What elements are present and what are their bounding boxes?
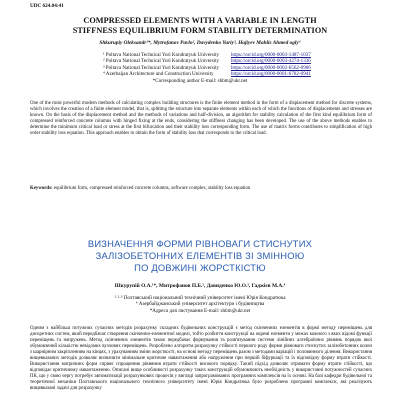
ukrainian-title — [0, 238, 400, 275]
ukrainian-authors: Шкурупій О.А.¹*, Митрофанов П.Б.², Давиденко Ю.О.³, Гаджієв М.А.⁴ — [114, 283, 286, 289]
ukrainian-affiliations — [0, 295, 400, 314]
keywords-text: equilibrium form, compressed reinforced concrete columns, software complex, stability loss equation — [52, 186, 251, 191]
english-title-line: STIFFNESS EQUILIBRIUM FORM STABILITY DETERMINATION — [72, 26, 328, 35]
ukrainian-abstract: Одним з найбільш потужних сучасних методів розрахунку складних будівельних конструкцій є метод скінченних елементів в формі методу переміщень для дискретних систем, який передбачає створення скінченно-елементної моделі, тобто розбиття конструкції на окремі елементи у межах кожного з яких відомі функції переміщень та напружень. Метод скінченних елементів також передбачає формування та розв'язування системи лінійних алгебраїчних рівнянь порядок якої обумовлений кількістю невідомих вузлових переміщень. Розроблено алгоритм розрахунку стійкості першого роду форми рівноваги стиснутих залізобетонних колон з шарнірним закріпленням на кінцях, з урахуванням зміни жорсткості, на основі методу переміщень разом з методами варіацій і половинного ділення. Використання вищевказаних методів дозволяє визначити мінімальне критичне навантаження або напруження при першій біфуркації та їх відповідну форму втрати стійкості. Використання матричних форм сприяє спрощенню рівняння втрати стійкості високого порядку. Такий підхід дозволяє отримати форму втрати стійкості, що відповідає критичному навантаженню. Описані вище особливості розрахунку таких конструкцій обумовлюють необхідність у використанні потужностей сучасних ПК, що у свою чергу потребує автоматизації розрахункових процесів у вигляді запрограмованих програмних комплексів на їх основі. На базі кафедри будівельної та теоретичної механіки Полтавського національного технічного університету імені Юрія Кондратюка було розроблено програмні комплекси, які реалізують вищевказані задачі для розрахунку — [30, 326, 372, 392]
keywords-label: Keywords: — [30, 186, 53, 191]
english-title-line: COMPRESSED ELEMENTS WITH A VARIABLE IN LENGTH — [83, 16, 317, 25]
orcid-link[interactable]: https://orcid.org/0000-0003-1487-1037 — [231, 52, 311, 58]
ukrainian-title-line: ВИЗНАЧЕННЯ ФОРМИ РІВНОВАГИ СТИСНУТИХ — [87, 238, 313, 249]
keywords — [30, 186, 372, 192]
affiliation-label: ² Poltava National Technical Yuri Kondratyuk University — [103, 58, 220, 65]
affiliation-label: ³ Poltava National Technical Yuri Kondratyuk University — [103, 64, 220, 71]
affiliation-label: ⁴ Azerbaijan Architecture and Construction University — [103, 71, 214, 78]
english-abstract: One of the most powerful modern methods of calculating complex building structures is the finite element method in the form of a displacement method for discrete systems, which involves the creation of a finite element model, that is, splitting the structure into separate elements within each of which the functions of displacements and stresses are known. On the basis of the displacement method and the methods of variations and half-division, an algorithm for stability calculation of the first kind equilibrium form of compressed reinforced concrete columns with hinged fixing at the ends, considering the stiffness changing has been developed. The use of the above methods enables to determine the minimum critical load or stress at the first bifurcation and their stability loss corresponding form. The use of matrix forms contributes to simplification of high order stability loss equation. This approach enables to obtain the form of stability loss that corresponds to the critical load. — [30, 101, 372, 137]
corresponding-author: *Corresponding author E-mail: shbm@ukr.net — [152, 77, 248, 84]
ukrainian-affiliation-line: ¹·²·³ Полтавський національний технічний університет імені Юрія Кондратюка — [114, 295, 286, 301]
affiliation-label: ¹ Poltava National Technical Yuri Kondratyuk University — [103, 52, 220, 58]
udc-code: UDC 624.04:41 — [30, 3, 64, 9]
orcid-link[interactable]: https://orcid.org/0000-0002-6562-0906 — [231, 64, 311, 71]
orcid-link[interactable]: https://orcid.org/0000-0003-4274-1336 — [231, 58, 311, 65]
ukrainian-title-line: ПО ДОВЖИНІ ЖОРСТКІСТЮ — [134, 262, 266, 274]
affiliations — [0, 52, 400, 84]
orcid-link[interactable]: https://orcid.org/0000-0001-6782-0941 — [231, 71, 311, 78]
ukrainian-affiliation-line: ⁴ Азербайджанський університет архітектури і будівництва — [135, 301, 265, 308]
english-authors: Shkurupiy Oleksandr¹*, Mytrofanov Pavlo², Davydenko Yuriy³, Hajiyev Mahlis Ahmed ogly⁴ — [99, 40, 301, 46]
ukrainian-affiliation-line: *Адреса для листування E-mail: shbm@ukr.net — [149, 307, 251, 314]
english-title — [0, 16, 400, 36]
ukrainian-title-line: ЗАЛІЗОБЕТОННИХ ЕЛЕМЕНТІВ ЗІ ЗМІННОЮ — [95, 250, 305, 262]
